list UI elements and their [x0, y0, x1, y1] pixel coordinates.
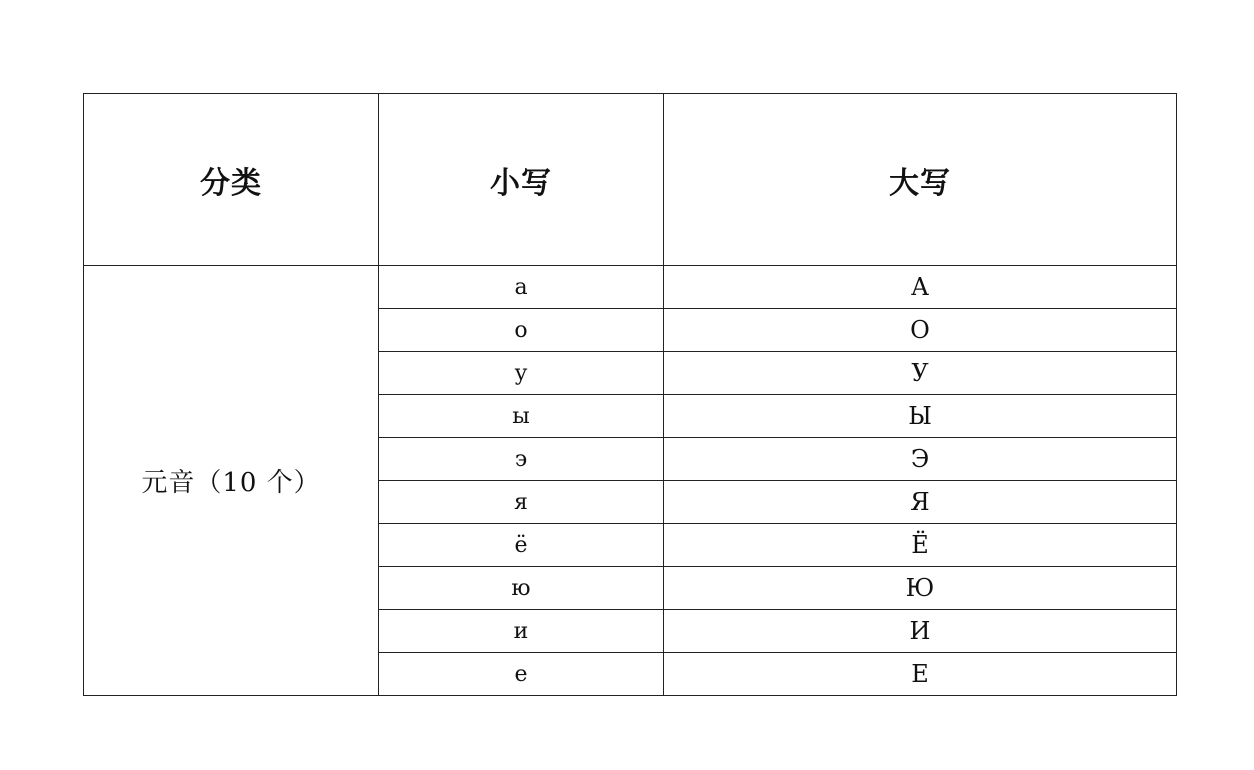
- header-row: [84, 94, 1177, 266]
- uppercase-cell: Ы: [664, 395, 1177, 438]
- uppercase-cell: Я: [664, 481, 1177, 524]
- vowel-table: [83, 93, 1177, 696]
- uppercase-cell: Е: [664, 653, 1177, 696]
- lowercase-cell: ё: [379, 524, 664, 567]
- header-category: 分类: [84, 94, 379, 266]
- lowercase-cell: у: [379, 352, 664, 395]
- uppercase-cell: А: [664, 266, 1177, 309]
- category-vowels-cell: 元音（10 个）: [84, 266, 379, 696]
- uppercase-cell: Э: [664, 438, 1177, 481]
- lowercase-cell: э: [379, 438, 664, 481]
- uppercase-cell: И: [664, 610, 1177, 653]
- header-lowercase: 小写: [379, 94, 664, 266]
- lowercase-cell: я: [379, 481, 664, 524]
- uppercase-cell: О: [664, 309, 1177, 352]
- lowercase-cell: и: [379, 610, 664, 653]
- table-row: [84, 266, 1177, 309]
- uppercase-cell: Ё: [664, 524, 1177, 567]
- lowercase-cell: е: [379, 653, 664, 696]
- lowercase-cell: ю: [379, 567, 664, 610]
- lowercase-cell: ы: [379, 395, 664, 438]
- lowercase-cell: а: [379, 266, 664, 309]
- uppercase-cell: У: [664, 352, 1177, 395]
- uppercase-cell: Ю: [664, 567, 1177, 610]
- header-uppercase: 大写: [664, 94, 1177, 266]
- lowercase-cell: о: [379, 309, 664, 352]
